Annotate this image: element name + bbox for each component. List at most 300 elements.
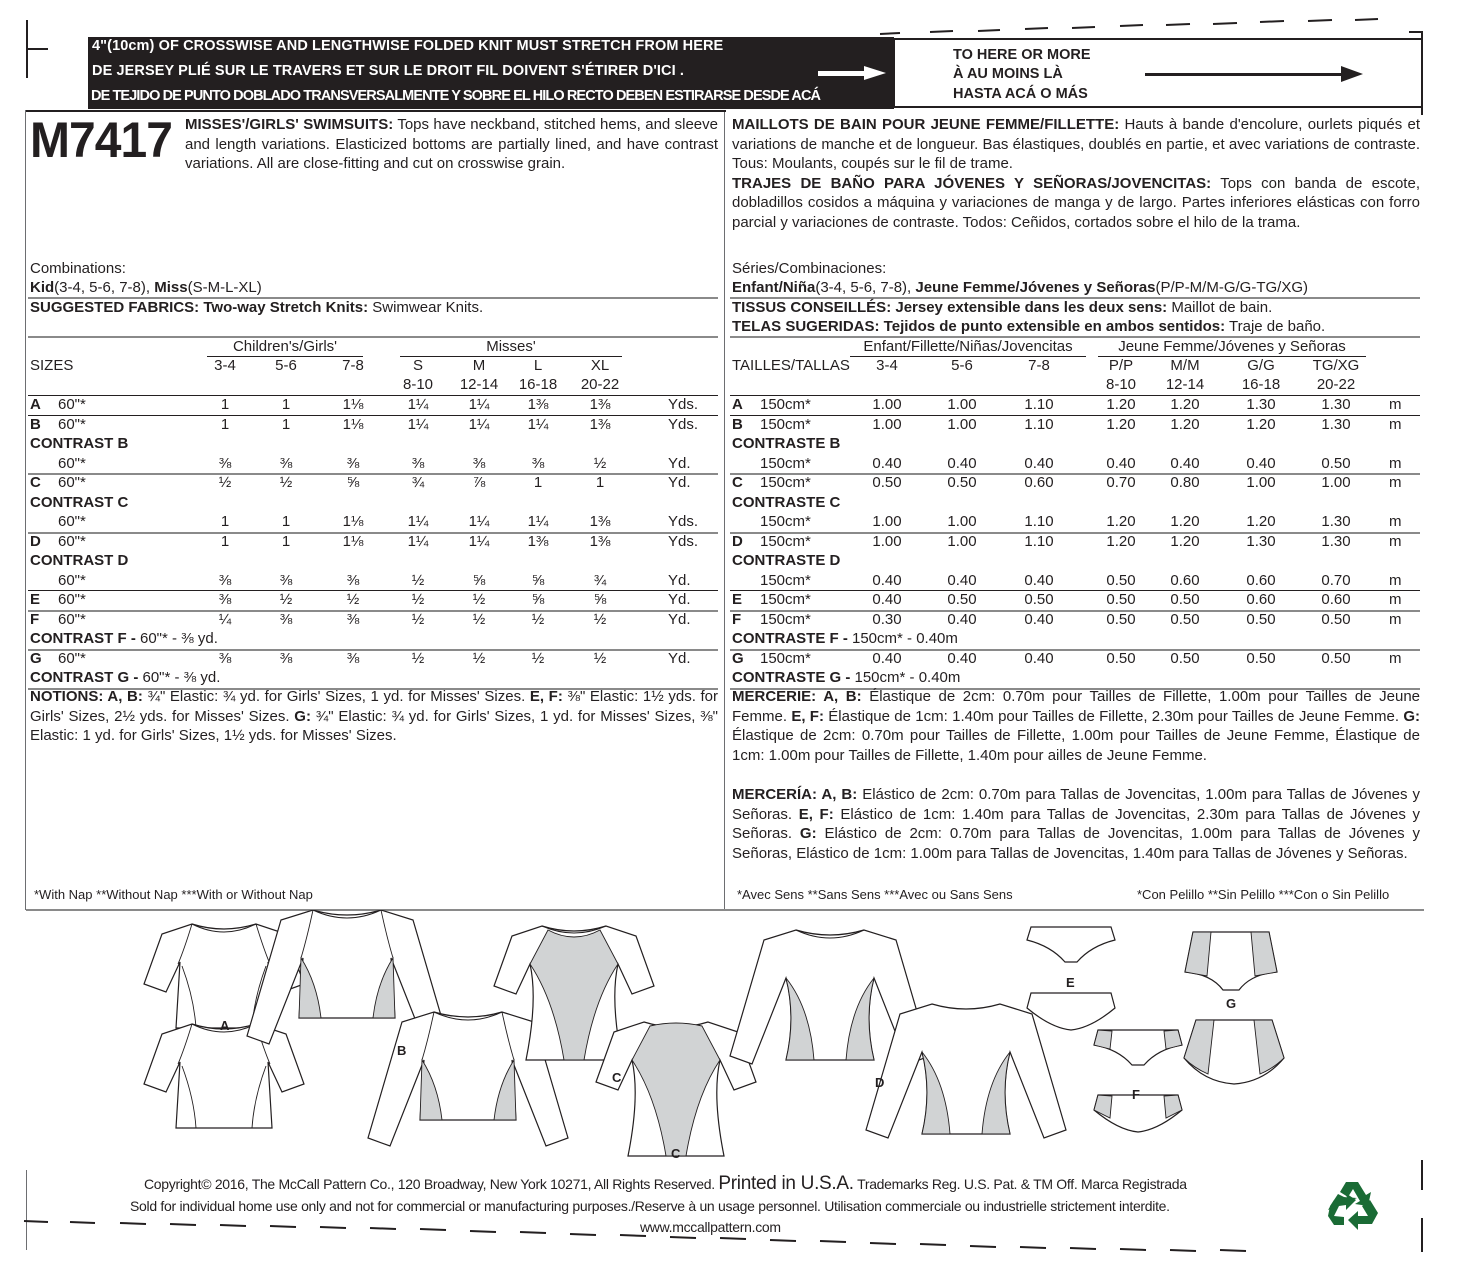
yardage-cell: ½	[593, 649, 607, 667]
yardage-cell: ⅜	[411, 454, 425, 472]
sizes-label: SIZES	[30, 357, 74, 374]
yardage-cell: 0.70	[1106, 474, 1136, 491]
fabric-width: 150cm*	[760, 396, 811, 413]
size-header: M/M	[1170, 357, 1200, 374]
fabrics-value: Swimwear Knits.	[368, 299, 484, 316]
yardage-cell: ½	[411, 591, 425, 608]
fr-body: Hauts à bande d'encolure, ourlets piqués et variations de manche et de longueur. Bas élastiques, doublés en partie, et avec variations de contraste. Tous: Moulants, coupés sur le fil de trame.	[732, 116, 1420, 173]
yardage-cell: 0.50	[1321, 649, 1351, 667]
yardage-cell: 1.00	[872, 513, 902, 530]
yardage-cell: 1⅛	[342, 415, 364, 433]
yardage-cell: 0.40	[1024, 610, 1054, 628]
merceria-text: Elástico de 2cm: 0.70m para Tallas de Jovencitas, 1.00m para Tallas de Jóvenes y Señoras, Elástico de 1cm: 1.00m para Tallas de Jovencitas, 1.40m para Tallas de Jóvenes y Señoras.	[732, 825, 1420, 862]
merceria-label: G:	[799, 825, 817, 843]
contrast-heading	[30, 494, 128, 511]
yardage-cell: 1¼	[527, 513, 549, 530]
unit-label: m	[1389, 571, 1402, 589]
recycle-icon	[1326, 1180, 1380, 1230]
contrast-label: CONTRAST B	[30, 435, 129, 452]
size-subheader: 12-14	[459, 376, 499, 393]
view-label-b: B	[397, 1043, 407, 1058]
yardage-cell: ⅜	[279, 454, 293, 472]
unit-label: m	[1389, 513, 1402, 530]
size-header: 5-6	[951, 357, 973, 374]
yardage-cell: 0.40	[1024, 571, 1054, 589]
combinations-sizes	[30, 279, 262, 296]
view-label-a: A	[220, 1018, 230, 1033]
size-group-children: Enfant/Fillette/Niñas/Jovencitas	[863, 338, 1073, 355]
yardage-cell: 1⅜	[589, 396, 611, 413]
size-subheader: 8-10	[1105, 376, 1137, 393]
contrast-label: CONTRASTE G -	[732, 669, 855, 686]
yardage-cell: ½	[411, 649, 425, 667]
yardage-cell: ⅜	[531, 454, 545, 472]
yardage-cell: 1⅛	[342, 513, 364, 530]
yardage-cell: ⅜	[218, 571, 232, 589]
fabric-width: 150cm*	[760, 513, 811, 530]
mercerie-label: E, F:	[791, 707, 824, 725]
size-subheader: 12-14	[1165, 376, 1205, 393]
view-c-back	[596, 1022, 756, 1156]
contrast-label: CONTRAST F -	[30, 630, 140, 647]
notions-text: ⅜" Elastic: 1½ yds. for Girls' Sizes, 2½ yds. for Misses' Sizes.	[30, 688, 718, 725]
size-group-misses: Misses'	[486, 338, 536, 355]
kid-label: Kid	[30, 279, 55, 296]
yardage-cell: 1.00	[872, 415, 902, 433]
yardage-cell: 1⅜	[589, 415, 611, 433]
contrast-heading	[732, 630, 958, 647]
stretch-to-fr: À AU MOINS LÀ	[953, 66, 1063, 82]
stretch-text-en: 4"(10cm) OF CROSSWISE AND LENGTHWISE FOLDED KNIT MUST STRETCH FROM HERE	[92, 38, 724, 54]
yardage-cell: 1¼	[407, 396, 429, 413]
yardage-cell: ⅜	[279, 571, 293, 589]
mercerie-text: Élastique de 1cm: 1.40m pour Tailles de Fillette, 2.30m pour Tailles de Jeune Femme.	[823, 707, 1404, 725]
yardage-cell: 0.50	[1170, 649, 1200, 667]
fabric-width: 60"*	[58, 513, 86, 530]
kid-sizes: (3-4, 5-6, 7-8),	[54, 279, 155, 296]
yardage-cell: 1.20	[1170, 415, 1200, 433]
yardage-cell: 1¼	[407, 532, 429, 550]
view-letter: E	[732, 591, 743, 608]
notions	[30, 687, 718, 746]
yardage-cell: ½	[346, 591, 360, 608]
fr-es-description	[732, 115, 1420, 233]
contrast-heading	[30, 552, 128, 569]
yardage-cell: ¾	[411, 474, 425, 491]
notions-text: ¾" Elastic: ¾ yd. for Girls' Sizes, 1 yd. for Misses' Sizes.	[142, 688, 530, 705]
mercerie-label: MERCERIE: A, B:	[732, 688, 862, 705]
yardage-cell: 1⅜	[527, 396, 549, 413]
es-title: TRAJES DE BAÑO PARA JÓVENES Y SEÑORAS/JOVENCITAS:	[732, 174, 1212, 192]
view-letter: E	[30, 591, 41, 608]
view-letter: F	[732, 610, 742, 628]
yardage-cell: ½	[279, 591, 293, 608]
fabric-width: 150cm*	[760, 649, 811, 667]
merceria-label: E, F:	[798, 805, 834, 823]
yardage-cell: ¾	[593, 571, 607, 589]
view-letter: C	[30, 474, 41, 491]
left-border	[25, 110, 26, 910]
view-label-f: F	[1132, 1087, 1140, 1102]
view-label-e: E	[1066, 975, 1075, 990]
view-label-c: C	[612, 1070, 622, 1085]
view-label-d: D	[875, 1075, 885, 1090]
size-group-children: Children's/Girls'	[232, 338, 338, 355]
fabric-width: 150cm*	[760, 591, 811, 608]
fabric-width: 150cm*	[760, 415, 811, 433]
fabrics-label: SUGGESTED FABRICS: Two-way Stretch Knits:	[30, 299, 369, 316]
yardage-cell: 1¼	[468, 396, 490, 413]
yardage-cell: 0.60	[1246, 591, 1276, 608]
yardage-cell: ½	[472, 649, 486, 667]
fabric-width: 150cm*	[760, 532, 811, 550]
mercerie-text: Élastique de 2cm: 0.70m pour Tailles de Fillette, 1.00m pour Tailles de Jeune Femme.	[732, 688, 1420, 725]
unit-label: Yds.	[668, 415, 699, 433]
fabric-width: 150cm*	[760, 610, 811, 628]
yardage-cell: 1	[281, 396, 291, 413]
unit-label: m	[1389, 649, 1402, 667]
size-subheader: 16-18	[518, 376, 558, 393]
yardage-cell: 0.50	[1321, 610, 1351, 628]
fabric-width: 60"*	[58, 610, 86, 628]
size-header: 7-8	[342, 357, 364, 374]
yardage-cell: 1¼	[407, 513, 429, 530]
contrast-label: CONTRAST D	[30, 552, 129, 569]
yardage-cell: ½	[411, 610, 425, 628]
yardage-cell: 1.00	[1321, 474, 1351, 491]
size-group-misses: Jeune Femme/Jóvenes y Señoras	[1118, 338, 1346, 355]
yardage-cell: ½	[279, 474, 293, 491]
yardage-cell: 1⅜	[527, 532, 549, 550]
yardage-cell: ½	[531, 610, 545, 628]
mercerie	[732, 687, 1420, 765]
contrast-yardage: 150cm* - 0.40m	[852, 630, 958, 647]
yardage-cell: 1	[595, 474, 605, 491]
pelillo-footnote: *Con Pelillo **Sin Pelillo ***Con o Sin Pelillo	[1137, 887, 1390, 902]
yardage-cell: 0.50	[1321, 454, 1351, 472]
yardage-cell: 1.10	[1024, 415, 1054, 433]
notions-label: NOTIONS: A, B:	[30, 688, 143, 705]
view-g-front	[1185, 932, 1277, 990]
yardage-cell: 0.80	[1170, 474, 1200, 491]
contrast-heading	[30, 630, 218, 647]
size-subheader: 20-22	[1316, 376, 1356, 393]
yardage-cell: ½	[411, 571, 425, 589]
yardage-cell: 0.40	[872, 571, 902, 589]
nap-footnote: *With Nap **Without Nap ***With or Without Nap	[34, 887, 313, 902]
yardage-cell: ⅜	[346, 454, 360, 472]
view-letter: C	[732, 474, 743, 491]
stretch-to-es: HASTA ACÁ O MÁS	[953, 86, 1088, 102]
fabrics-value: Maillot de bain.	[1167, 299, 1273, 316]
size-header: 5-6	[275, 357, 297, 374]
yardage-cell: 1.30	[1321, 396, 1351, 413]
yardage-cell: ⅝	[531, 591, 545, 608]
stretch-text-fr: DE JERSEY PLIÉ SUR LE TRAVERS ET SUR LE DROIT FIL DOIVENT S'ÉTIRER D'ICI .	[92, 63, 684, 79]
yardage-cell: ⅜	[218, 649, 232, 667]
yardage-cell: 0.50	[1170, 591, 1200, 608]
yardage-cell: 1.20	[1106, 415, 1136, 433]
size-header: M	[472, 357, 486, 374]
unit-label: Yd.	[668, 571, 691, 589]
unit-label: m	[1389, 396, 1402, 413]
yardage-cell: 0.40	[947, 610, 977, 628]
size-subheader: 16-18	[1241, 376, 1281, 393]
yardage-cell: 0.60	[1246, 571, 1276, 589]
yardage-cell: ¼	[218, 610, 232, 628]
stretch-to-en: TO HERE OR MORE	[953, 47, 1091, 63]
size-header: XL	[590, 357, 610, 374]
unit-label: m	[1389, 474, 1402, 491]
yardage-cell: ⅜	[346, 610, 360, 628]
unit-label: Yd.	[668, 474, 691, 491]
fabrics-value: Traje de baño.	[1225, 318, 1326, 335]
yardage-cell: 0.40	[947, 649, 977, 667]
yardage-cell: 0.50	[1024, 591, 1054, 608]
yardage-cell: 1¼	[468, 415, 490, 433]
yardage-cell: 0.50	[1106, 571, 1136, 589]
yardage-cell: 0.50	[947, 474, 977, 491]
yardage-cell: 1	[533, 474, 543, 491]
fabric-width: 60"*	[58, 649, 86, 667]
yardage-cell: 1.20	[1106, 532, 1136, 550]
yardage-cell: 1.00	[947, 513, 977, 530]
merceria-text: Elástico de 2cm: 0.70m para Tallas de Jovencitas, 1.00m para Tallas de Jóvenes y Señoras.	[732, 786, 1420, 823]
yardage-cell: ⅜	[472, 454, 486, 472]
unit-label: m	[1389, 415, 1402, 433]
contrast-label: CONTRASTE D	[732, 552, 841, 569]
yardage-cell: 1.00	[947, 532, 977, 550]
yardage-cell: 1	[220, 396, 230, 413]
yardage-cell: 0.50	[1106, 591, 1136, 608]
suggested-fabrics	[30, 299, 483, 316]
yardage-cell: 1.10	[1024, 532, 1054, 550]
fabric-width: 60"*	[58, 415, 86, 433]
view-letter: B	[732, 415, 743, 433]
kid-label: Enfant/Niña	[732, 279, 816, 296]
yardage-cell: 1⅛	[342, 396, 364, 413]
fr-title: MAILLOTS DE BAIN POUR JEUNE FEMME/FILLETTE:	[732, 116, 1120, 133]
combinations-label: Combinations:	[30, 260, 126, 277]
contrast-label: CONTRASTE B	[732, 435, 841, 452]
yardage-cell: 1	[220, 415, 230, 433]
sens-footnote: *Avec Sens **Sans Sens ***Avec ou Sans Sens	[737, 887, 1013, 902]
yardage-cell: 1.10	[1024, 396, 1054, 413]
contrast-label: CONTRAST C	[30, 493, 129, 511]
yardage-cell: 1.30	[1321, 415, 1351, 433]
yardage-cell: 1.20	[1170, 396, 1200, 413]
yardage-cell: 1.00	[872, 396, 902, 413]
right-arrow-icon	[818, 66, 886, 80]
yardage-cell: ⅜	[279, 649, 293, 667]
fabric-width: 60"*	[58, 591, 86, 608]
yardage-cell: 0.70	[1321, 571, 1351, 589]
fabrics-es	[732, 318, 1325, 335]
stretch-gauge-to	[893, 38, 1423, 108]
yardage-cell: 1¼	[468, 532, 490, 550]
yardage-cell: 0.40	[947, 454, 977, 472]
fabrics-fr	[732, 299, 1272, 316]
unit-label: m	[1389, 610, 1402, 628]
yardage-cell: 1.00	[1246, 474, 1276, 491]
view-letter: G	[30, 649, 42, 667]
yardage-cell: 1.30	[1321, 532, 1351, 550]
stretch-gauge-from	[88, 37, 894, 109]
yardage-cell: 0.40	[947, 571, 977, 589]
contrast-heading	[30, 435, 128, 452]
merceria-text: Elástico de 1cm: 1.40m para Tallas de Jovencitas, 2.30m para Tallas de Jóvenes y Señoras.	[732, 805, 1420, 843]
size-header: S	[412, 357, 423, 374]
stretch-text-es: DE TEJIDO DE PUNTO DOBLADO TRANSVERSALMENTE Y SOBRE EL HILO RECTO DEBEN ESTIRARSE DESDE ACÁ	[91, 88, 821, 104]
fabrics-label: TELAS SUGERIDAS: Tejidos de punto extensible en ambos sentidos:	[732, 318, 1226, 335]
yardage-cell: ½	[472, 610, 486, 628]
yardage-cell: 1.00	[872, 532, 902, 550]
yardage-cell: 1	[220, 532, 230, 550]
fabric-width: 60"*	[58, 571, 86, 589]
notions-label: G:	[294, 707, 311, 725]
view-letter: F	[30, 610, 40, 628]
yardage-cell: 0.40	[872, 454, 902, 472]
column-divider	[724, 110, 725, 910]
printed-in: Printed in U.S.A.	[718, 1173, 854, 1194]
unit-label: Yd.	[668, 591, 691, 608]
merceria-label: MERCERÍA: A, B:	[732, 786, 858, 803]
unit-label: Yds.	[668, 396, 699, 413]
contrast-heading	[732, 552, 840, 569]
contrast-heading	[732, 494, 840, 511]
size-header: 3-4	[214, 357, 236, 374]
yardage-cell: ⅝	[593, 591, 607, 608]
yardage-cell: 1⅛	[342, 532, 364, 550]
yardage-cell: 0.50	[947, 591, 977, 608]
yardage-cell: ½	[531, 649, 545, 667]
yardage-cell: ⅜	[218, 454, 232, 472]
yardage-cell: ⅝	[531, 571, 545, 589]
mercerie-text: Élastique de 2cm: 0.70m pour Tailles de Fillette, 1.00m pour Tailles de Jeune Femme, Élastique de 1cm: 1.00m pour Tailles de Fillette, 1.40m pour ailles de Jeune Femme.	[732, 727, 1420, 764]
yardage-cell: 1.20	[1170, 513, 1200, 530]
yardage-cell: 1.20	[1106, 513, 1136, 530]
yardage-cell: 0.50	[1170, 610, 1200, 628]
fabric-width: 60"*	[58, 474, 86, 491]
combinations-label-fr-es: Séries/Combinaciones:	[732, 260, 887, 277]
yardage-cell: 1.30	[1246, 396, 1276, 413]
unit-label: m	[1389, 454, 1402, 472]
description-body: Tops have neckband, stitched hems, and sleeve and length variations. Elasticized bottoms are partially lined, and have contrast variations. All are close-fitting and cut on crosswise grain.	[185, 116, 718, 173]
sizes-label: TAILLES/TALLAS	[732, 357, 850, 374]
english-description	[185, 115, 718, 174]
fabric-width: 150cm*	[760, 571, 811, 589]
yardage-cell: ½	[593, 454, 607, 472]
yardage-cell: 0.30	[872, 610, 902, 628]
yardage-cell: ½	[593, 610, 607, 628]
yardage-cell: 0.40	[1106, 454, 1136, 472]
contrast-label: CONTRASTE F -	[732, 630, 852, 647]
size-header: 7-8	[1028, 357, 1050, 374]
yardage-cell: 0.60	[1321, 591, 1351, 608]
yardage-cell: ⅞	[472, 474, 486, 491]
es-body: Tops con banda de escote, dobladillos cosidos a máquina y variaciones de manga y de largo. Partes inferiores elásticas con forro parcial y variaciones de contraste. Todos: Ceñidos, cortados sobre el hilo de la trama.	[732, 174, 1420, 231]
yardage-cell: 0.60	[1024, 474, 1054, 491]
unit-label: Yds.	[668, 513, 699, 530]
fabric-width: 60"*	[58, 396, 86, 413]
website-link[interactable]: www.mccallpattern.com	[640, 1219, 781, 1235]
trademarks: Trademarks Reg. U.S. Pat. & TM Off. Marca Registrada	[853, 1176, 1187, 1192]
yardage-cell: ⅜	[218, 591, 232, 608]
yardage-cell: 1.30	[1321, 513, 1351, 530]
yardage-cell: ½	[472, 591, 486, 608]
kid-sizes: (3-4, 5-6, 7-8),	[815, 279, 916, 296]
view-letter: A	[30, 396, 41, 413]
yardage-cell: 1⅜	[589, 513, 611, 530]
yardage-cell: 1.00	[947, 415, 977, 433]
view-letter: A	[732, 396, 743, 413]
miss-sizes: (P/P-M/M-G/G-TG/XG)	[1155, 279, 1308, 296]
size-header: L	[533, 357, 543, 374]
view-letter: D	[30, 532, 41, 550]
contrast-yardage: 150cm* - 0.40m	[854, 669, 961, 686]
yardage-cell: ⅝	[346, 474, 360, 491]
view-f-front	[1094, 1030, 1182, 1065]
size-header: G/G	[1247, 357, 1275, 374]
yardage-cell: 1	[220, 513, 230, 530]
miss-label: Miss	[154, 279, 188, 296]
unit-label: Yd.	[668, 649, 691, 667]
view-a-back	[144, 1024, 304, 1128]
merceria	[732, 785, 1420, 863]
yardage-cell: 1	[281, 513, 291, 530]
mercerie-label: G:	[1403, 707, 1420, 725]
view-e-back	[1027, 993, 1115, 1030]
yardage-cell: 1.30	[1246, 532, 1276, 550]
unit-label: Yd.	[668, 454, 691, 472]
yardage-cell: 1.10	[1024, 513, 1054, 530]
copyright-line	[144, 1173, 1187, 1195]
yardage-cell: 0.40	[872, 591, 902, 608]
yardage-cell: 1.20	[1246, 513, 1276, 530]
copyright: Copyright© 2016, The McCall Pattern Co., 120 Broadway, New York 10271, All Rights Reserved.	[144, 1176, 719, 1192]
yardage-cell: 1⅜	[589, 532, 611, 550]
size-subheader: 20-22	[580, 376, 620, 393]
miss-label: Jeune Femme/Jóvenes y Señoras	[915, 279, 1156, 296]
notions-label: E, F:	[529, 688, 563, 705]
sold-notice: Sold for individual home use only and not for commercial or manufacturing purposes./Reserve à un usage personnel. Utilisation commerciale ou industrielle strictement interdite.	[130, 1198, 1170, 1214]
yardage-cell: 1	[281, 532, 291, 550]
fabric-width: 60"*	[58, 454, 86, 472]
view-letter: G	[732, 649, 744, 667]
yardage-cell: 0.50	[1246, 649, 1276, 667]
yardage-cell: 1.20	[1170, 532, 1200, 550]
yardage-cell: 1¼	[468, 513, 490, 530]
miss-sizes: (S-M-L-XL)	[187, 279, 262, 296]
contrast-heading	[30, 669, 220, 686]
view-e-front	[1027, 927, 1115, 962]
yardage-cell: ½	[218, 474, 232, 491]
yardage-cell: 0.60	[1170, 571, 1200, 589]
size-subheader: 8-10	[402, 376, 434, 393]
yardage-cell: ⅜	[346, 649, 360, 667]
yardage-cell: 0.50	[1106, 610, 1136, 628]
fabric-width: 60"*	[58, 532, 86, 550]
fabrics-label: TISSUS CONSEILLÉS: Jersey extensible dans les deux sens:	[732, 299, 1168, 316]
yardage-cell: 1.20	[1106, 396, 1136, 413]
size-header: TG/XG	[1312, 357, 1360, 374]
contrast-yardage: 60"* - ⅜ yd.	[142, 669, 221, 686]
yardage-cell: ⅝	[472, 571, 486, 589]
yardage-cell: 1.20	[1246, 415, 1276, 433]
combinations-sizes-fr-es	[732, 279, 1308, 296]
yardage-cell: 0.40	[1246, 454, 1276, 472]
yardage-cell: ⅜	[346, 571, 360, 589]
